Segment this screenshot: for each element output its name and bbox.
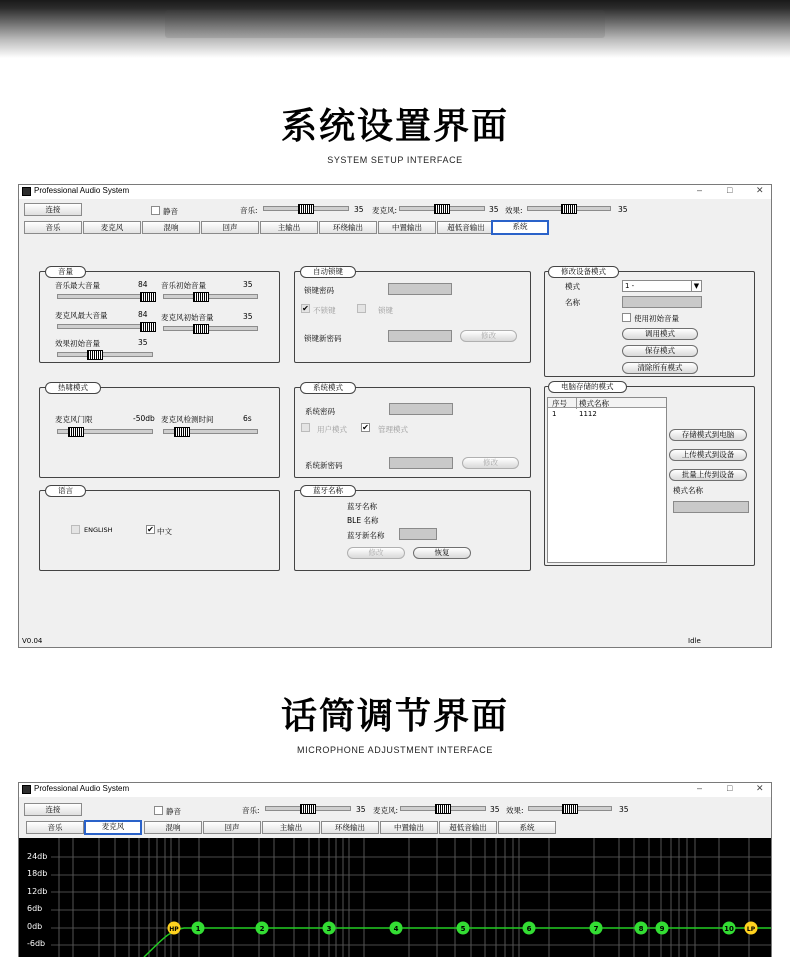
col-name-header: 模式名称 <box>576 398 609 409</box>
tab-echo[interactable]: 回声 <box>201 221 259 234</box>
section-subtitle-system: SYSTEM SETUP INTERFACE <box>327 155 463 165</box>
pc-modes-group <box>544 382 755 566</box>
system-modify-button[interactable]: 修改 <box>462 457 519 469</box>
slider-track[interactable] <box>163 326 258 331</box>
effect-init-volume-value: 35 <box>138 338 148 347</box>
bluetooth-new-name-field[interactable] <box>399 528 437 540</box>
pc-mode-name-field[interactable] <box>673 501 749 513</box>
status-label: Idle <box>688 637 701 645</box>
slider-thumb[interactable] <box>298 204 314 214</box>
music-init-volume-slider[interactable] <box>163 292 258 302</box>
eq-band-point-6[interactable] <box>523 922 536 935</box>
eq-point-label: 6 <box>526 925 532 933</box>
device-front-panel <box>165 10 605 38</box>
filter-point-lp[interactable] <box>745 922 758 935</box>
mode-name-field[interactable] <box>622 296 702 308</box>
music-init-volume-value: 35 <box>243 280 253 289</box>
slider-thumb[interactable] <box>562 804 578 814</box>
admin-mode-label: 管理模式 <box>378 425 408 434</box>
volume-group <box>39 267 280 363</box>
y-label-6db: 6db <box>27 904 43 913</box>
mode-name-label: 名称 <box>565 298 580 307</box>
slider-thumb[interactable] <box>434 204 450 214</box>
system-password-field[interactable] <box>389 403 453 415</box>
eq-band-point-2[interactable] <box>256 922 269 935</box>
system-mode-legend: 系统模式 <box>300 382 356 394</box>
bluetooth-group <box>294 486 531 571</box>
lock-password-label: 锁键密码 <box>304 286 334 295</box>
table-header <box>548 398 666 408</box>
version-label: V0.04 <box>22 637 43 645</box>
slider-thumb[interactable] <box>193 324 209 334</box>
system-new-password-field[interactable] <box>389 457 453 469</box>
system-mode-group <box>294 383 531 478</box>
tab-echo[interactable]: 回声 <box>203 821 261 834</box>
eq-point-label: 8 <box>638 925 644 933</box>
language-group <box>39 486 280 571</box>
mic-gate-slider[interactable] <box>57 427 153 437</box>
eq-graph-canvas[interactable] <box>19 838 771 957</box>
music-init-volume-label: 音乐初始音量 <box>161 281 206 290</box>
filter-point-hp[interactable] <box>168 922 181 935</box>
app-icon <box>22 187 31 196</box>
system-new-password-label: 系统新密码 <box>305 461 343 470</box>
tab-surround-output[interactable]: 环绕输出 <box>321 821 379 834</box>
minimize-button[interactable]: – <box>697 783 703 793</box>
eq-band-point-3[interactable] <box>323 922 336 935</box>
music-volume-value: 35 <box>356 805 366 814</box>
y-label-minus-6db: -6db <box>27 939 46 948</box>
table-row-index[interactable]: 1 <box>552 410 557 418</box>
slider-track[interactable] <box>163 294 258 299</box>
user-mode-label: 用户模式 <box>317 425 347 434</box>
slider-track[interactable] <box>57 294 153 299</box>
connect-button[interactable]: 连接 <box>24 203 82 216</box>
use-init-volume-checkbox[interactable] <box>622 313 631 322</box>
save-mode-button[interactable]: 保存模式 <box>622 345 698 357</box>
effect-volume-value: 35 <box>619 805 629 814</box>
music-max-volume-value: 84 <box>138 280 148 289</box>
slider-thumb[interactable] <box>87 350 103 360</box>
app-window-system <box>18 184 772 648</box>
clear-all-modes-button[interactable]: 清除所有模式 <box>622 362 698 374</box>
eq-point-label: 1 <box>195 925 201 933</box>
eq-point-label: 9 <box>659 925 665 933</box>
tab-subwoofer-output[interactable]: 超低音输出 <box>439 821 497 834</box>
slider-thumb[interactable] <box>140 322 156 332</box>
mute-label: 静音 <box>163 207 178 216</box>
music-volume-slider[interactable] <box>265 804 351 814</box>
mic-max-volume-slider[interactable] <box>57 322 153 332</box>
mic-detect-time-value: 6s <box>243 414 252 423</box>
mute-checkbox[interactable] <box>151 206 160 215</box>
close-button[interactable]: ✕ <box>756 185 764 195</box>
modify-mode-group <box>544 267 755 377</box>
slider-thumb[interactable] <box>140 292 156 302</box>
eq-point-label: LP <box>746 926 756 933</box>
lock-new-password-label: 锁键新密码 <box>304 334 342 343</box>
english-label: ENGLISH <box>84 526 113 534</box>
mic-volume-label: 麦克风: <box>372 206 398 215</box>
lock-checkbox[interactable] <box>357 304 366 313</box>
effect-volume-label: 效果: <box>506 806 524 815</box>
mic-detect-time-slider[interactable] <box>163 427 258 437</box>
ble-name-label: BLE 名称 <box>347 516 379 525</box>
slider-thumb[interactable] <box>68 427 84 437</box>
language-legend: 语言 <box>45 485 86 497</box>
unlock-checkbox[interactable]: ✔ <box>302 304 309 313</box>
auto-lock-legend: 自动锁键 <box>300 266 356 278</box>
app-icon <box>22 785 31 794</box>
slider-thumb[interactable] <box>561 204 577 214</box>
eq-point-label: 3 <box>326 925 332 933</box>
tab-system[interactable]: 系统 <box>491 220 549 235</box>
save-mode-to-pc-button[interactable]: 存储模式到电脑 <box>669 429 747 441</box>
slider-thumb[interactable] <box>174 427 190 437</box>
tab-main-output[interactable]: 主输出 <box>262 821 320 834</box>
admin-mode-checkbox[interactable]: ✔ <box>362 423 369 432</box>
connect-button[interactable]: 连接 <box>24 803 82 816</box>
chevron-down-icon[interactable]: ▼ <box>691 281 701 291</box>
pc-modes-legend: 电脑存储的模式 <box>548 381 627 393</box>
maximize-button[interactable]: □ <box>727 783 733 793</box>
system-password-label: 系统密码 <box>305 407 335 416</box>
mic-max-volume-label: 麦克风最大音量 <box>55 311 108 320</box>
chinese-label: 中文 <box>157 527 172 536</box>
title-bar <box>19 185 771 199</box>
music-volume-value: 35 <box>354 205 364 214</box>
tab-system[interactable]: 系统 <box>498 821 556 834</box>
slider-thumb[interactable] <box>435 804 451 814</box>
slider-track[interactable] <box>57 352 153 357</box>
use-init-volume-label: 使用初始音量 <box>634 314 679 323</box>
window-title: Professional Audio System <box>34 186 130 195</box>
tab-reverb[interactable]: 混响 <box>144 821 202 834</box>
minimize-button[interactable]: – <box>697 185 703 195</box>
eq-band-point-9[interactable] <box>656 922 669 935</box>
eq-point-label: 2 <box>259 925 265 933</box>
mic-detect-time-label: 麦克风检测时间 <box>161 415 214 424</box>
tab-surround-output[interactable]: 环绕输出 <box>319 221 377 234</box>
window-title: Professional Audio System <box>34 784 130 793</box>
mic-init-volume-value: 35 <box>243 312 253 321</box>
mic-init-volume-slider[interactable] <box>163 324 258 334</box>
modify-mode-legend: 修改设备模式 <box>548 266 619 278</box>
tab-center-output[interactable]: 中置输出 <box>378 221 436 234</box>
tab-music[interactable]: 音乐 <box>26 821 84 834</box>
eq-curve <box>144 928 771 957</box>
recall-mode-button[interactable]: 调用模式 <box>622 328 698 340</box>
section-title-system: 系统设置界面 <box>280 106 509 147</box>
tab-reverb[interactable]: 混响 <box>142 221 200 234</box>
mic-gate-label: 麦克风门限 <box>55 415 93 424</box>
close-button[interactable]: ✕ <box>756 783 764 793</box>
eq-band-point-8[interactable] <box>635 922 648 935</box>
eq-band-point-7[interactable] <box>590 922 603 935</box>
pc-mode-name-label: 模式名称 <box>673 486 703 495</box>
english-checkbox[interactable] <box>71 525 80 534</box>
slider-thumb[interactable] <box>193 292 209 302</box>
mic-gate-value: -50db <box>133 414 155 423</box>
title-bar <box>19 783 771 797</box>
mic-volume-slider[interactable] <box>399 204 485 214</box>
effect-volume-value: 35 <box>618 205 628 214</box>
feedback-legend: 热啸模式 <box>45 382 101 394</box>
upload-mode-button[interactable]: 上传模式到设备 <box>669 449 747 461</box>
y-label-18db: 18db <box>27 869 48 878</box>
device-photo <box>0 0 790 58</box>
slider-track[interactable] <box>57 324 153 329</box>
mic-init-volume-label: 麦克风初始音量 <box>161 313 214 322</box>
pc-modes-table[interactable] <box>547 397 667 563</box>
mode-label: 模式 <box>565 282 580 291</box>
mode-select-value: 1 - <box>625 282 635 290</box>
music-max-volume-label: 音乐最大音量 <box>55 281 100 290</box>
effect-init-volume-label: 效果初始音量 <box>55 339 100 348</box>
eq-point-label: HP <box>169 926 179 933</box>
eq-point-label: 7 <box>593 925 599 933</box>
tab-mic[interactable]: 麦克风 <box>83 221 141 234</box>
col-index-header: 序号 <box>552 399 567 408</box>
music-max-volume-slider[interactable] <box>57 292 153 302</box>
table-row-name[interactable]: 1112 <box>579 410 597 418</box>
bluetooth-restore-button[interactable]: 恢复 <box>413 547 471 559</box>
tab-center-output[interactable]: 中置输出 <box>380 821 438 834</box>
bluetooth-legend: 蓝牙名称 <box>300 485 356 497</box>
tab-subwoofer-output[interactable]: 超低音输出 <box>437 221 495 234</box>
slider-thumb[interactable] <box>300 804 316 814</box>
effect-volume-slider[interactable] <box>527 204 611 214</box>
chinese-checkbox[interactable]: ✔ <box>147 525 154 534</box>
eq-band-point-4[interactable] <box>390 922 403 935</box>
unlock-label: 不锁键 <box>313 306 336 315</box>
tab-mic[interactable]: 麦克风 <box>84 820 142 835</box>
music-volume-slider[interactable] <box>263 204 349 214</box>
section-title-mic: 话筒调节界面 <box>280 696 509 737</box>
user-mode-checkbox[interactable] <box>301 423 310 432</box>
effect-init-volume-slider[interactable] <box>57 350 153 360</box>
y-label-24db: 24db <box>27 852 48 861</box>
lock-label: 锁键 <box>378 306 393 315</box>
bluetooth-name-label: 蓝牙名称 <box>347 502 377 511</box>
volume-legend: 音量 <box>45 266 86 278</box>
eq-band-point-1[interactable] <box>192 922 205 935</box>
mic-volume-label: 麦克风: <box>373 806 399 815</box>
mic-volume-slider[interactable] <box>400 804 486 814</box>
y-label-0db: 0db <box>27 922 43 931</box>
effect-volume-slider[interactable] <box>528 804 612 814</box>
lock-modify-button[interactable]: 修改 <box>460 330 517 342</box>
eq-graph[interactable] <box>19 838 771 957</box>
tab-main-output[interactable]: 主输出 <box>260 221 318 234</box>
effect-volume-label: 效果: <box>505 206 523 215</box>
batch-upload-button[interactable]: 批量上传到设备 <box>669 469 747 481</box>
mute-checkbox[interactable] <box>154 806 163 815</box>
eq-point-label: 10 <box>724 925 734 933</box>
music-volume-label: 音乐: <box>242 806 260 815</box>
tab-music[interactable]: 音乐 <box>24 221 82 234</box>
maximize-button[interactable]: □ <box>727 185 733 195</box>
auto-lock-group <box>294 267 531 363</box>
eq-point-label: 4 <box>393 925 399 933</box>
mute-label: 静音 <box>166 807 181 816</box>
feedback-group <box>39 383 280 478</box>
mic-max-volume-value: 84 <box>138 310 148 319</box>
bluetooth-modify-button[interactable]: 修改 <box>347 547 405 559</box>
eq-band-point-5[interactable] <box>457 922 470 935</box>
music-volume-label: 音乐: <box>240 206 258 215</box>
eq-band-point-10[interactable] <box>723 922 736 935</box>
section-subtitle-mic: MICROPHONE ADJUSTMENT INTERFACE <box>297 745 493 755</box>
lock-new-password-field[interactable] <box>388 330 452 342</box>
mode-select[interactable] <box>622 280 702 292</box>
mic-volume-value: 35 <box>489 205 499 214</box>
bluetooth-new-name-label: 蓝牙新名称 <box>347 531 385 540</box>
mic-volume-value: 35 <box>490 805 500 814</box>
lock-password-field[interactable] <box>388 283 452 295</box>
y-label-12db: 12db <box>27 887 48 896</box>
eq-point-label: 5 <box>460 925 466 933</box>
